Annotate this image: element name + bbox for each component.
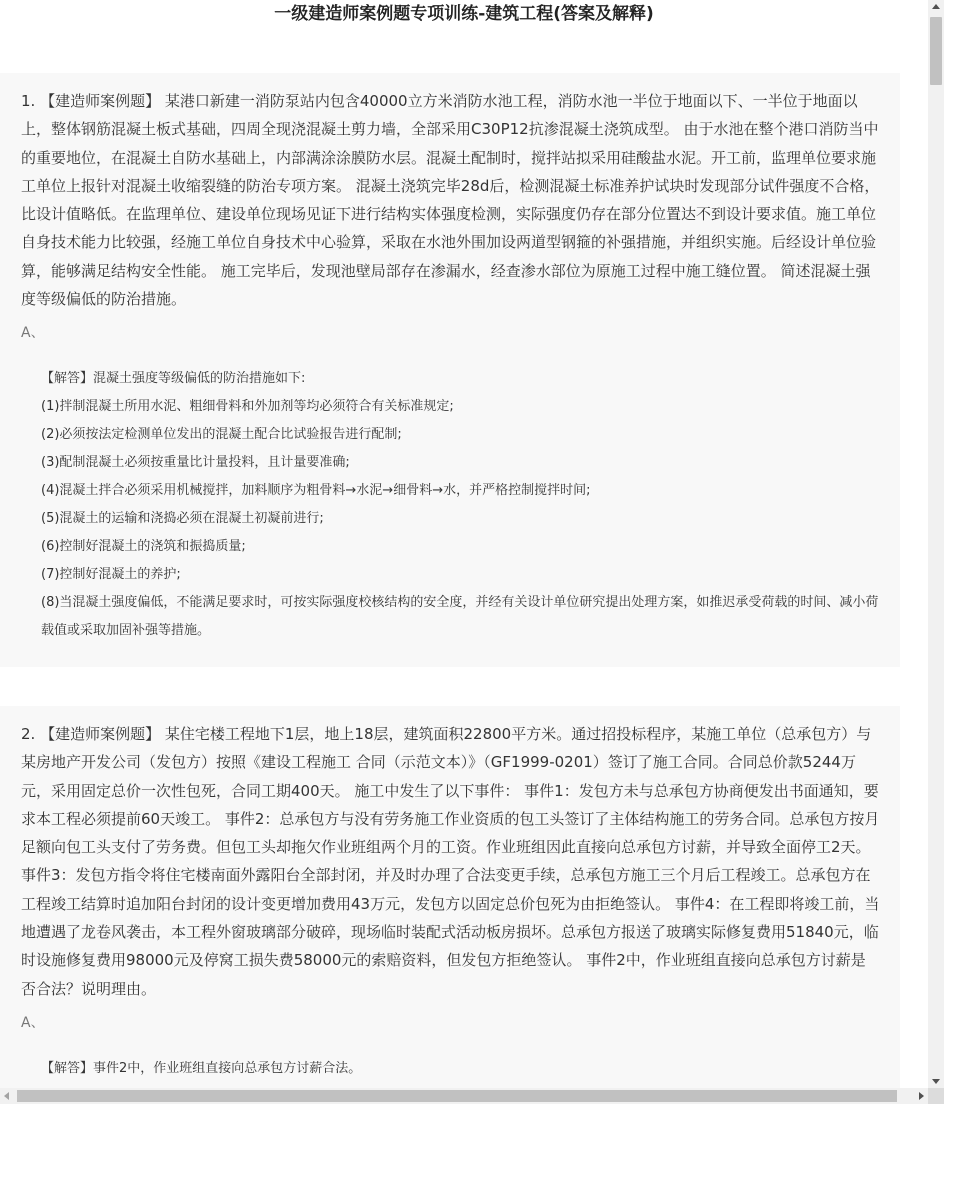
- question-text: [21, 87, 880, 313]
- answer-line: (7)控制好混凝土的养护;: [41, 567, 181, 583]
- question-text: [21, 720, 880, 1003]
- answer-heading: 【解答】混凝土强度等级偏低的防治措施如下:: [41, 371, 306, 387]
- question-number: 2.: [21, 725, 36, 743]
- question-body: 【建造师案例题】 某港口新建一消防泵站内包含40000立方米消防水池工程，消防水池一半位于地面以下、一半位于地面以上，整体钢筋混凝土板式基础，四周全现浇混凝土剪力墙，全部采用C30P12抗渗混凝土浇筑成型。 由于水池在整个港口消防当中的重要地位，在混凝土自防水基础上，内部满涂涂膜防水层。混凝土配制时，搅拌站拟采用硅酸盐水泥。开工前，监理单位要求施工单位上报针对混凝土收缩裂缝的防治专项方案。 混凝土浇筑完毕28d后，检测混凝土标准养护试块时发现部分试件强度不合格，比设计值略低。在监理单位、建设单位现场见证下进行结构实体强度检测，实际强度仍存在部分位置达不到设计要求值。施工单位自身技术能力比较强，经施工单位自身技术中心验算，采取在水池外围加设两道型钢箍的补强措施，并组织实施。后经设计单位验算，能够满足结构安全性能。 施工完毕后，发现池壁局部存在渗漏水，经查渗水部位为原施工过程中施工缝位置。 简述混凝土强度等级偏低的防治措施。: [21, 92, 880, 309]
- scrollbar-corner: [928, 1088, 944, 1104]
- answer-line: (5)混凝土的运输和浇捣必须在混凝土初凝前进行;: [41, 511, 324, 527]
- scroll-right-arrow-icon[interactable]: [919, 1092, 924, 1100]
- question-number: 1.: [21, 92, 36, 110]
- answer-line: (1)拌制混凝土所用水泥、粗细骨料和外加剂等均必须符合有关标准规定;: [41, 399, 454, 415]
- question-body: 【建造师案例题】 某住宅楼工程地下1层，地上18层，建筑面积22800平方米。通过招投标程序，某施工单位（总承包方）与某房地产开发公司（发包方）按照《建设工程施工 合同（示范文本）》（GF1999-0201）签订了施工合同。合同总价款5244万元，采用固定总价一次性包死，合同工期400天。 施工中发生了以下事件： 事件1：发包方未与总承包方协商便发出书面通知，要求本工程必须提前60天竣工。 事件2：总承包方与没有劳务施工作业资质的包工头签订了主体结构施工的劳务合同。总承包方按月足额向包工头支付了劳务费。但包工头却拖欠作业班组两个月的工资。作业班组因此直接向总承包方讨薪，并导致全面停工2天。 事件3：发包方指令将住宅楼南面外露阳台全部封闭，并及时办理了合法变更手续，总承包方施工三个月后工程竣工。总承包方在工程竣工结算时追加阳台封闭的设计变更增加费用43万元，发包方以固定总价包死为由拒绝签认。 事件4：在工程即将竣工前，当地遭遇了龙卷风袭击，本工程外窗玻璃部分破碎，现场临时装配式活动板房损坏。总承包方报送了玻璃实际修复费用51840元，临时设施修复费用98000元及停窝工损失费58000元的索赔资料，但发包方拒绝签认。 事件2中，作业班组直接向总承包方讨薪是否合法？说明理由。: [21, 725, 880, 998]
- answer-option: A、: [21, 1014, 45, 1031]
- scroll-down-arrow-icon[interactable]: [932, 1079, 940, 1084]
- horizontal-scrollbar[interactable]: [0, 1088, 928, 1104]
- answer-block: [21, 1055, 880, 1083]
- scroll-up-arrow-icon[interactable]: [932, 4, 940, 9]
- answer-block: [21, 365, 880, 645]
- answer-line: (2)必须按法定检测单位发出的混凝土配合比试验报告进行配制;: [41, 427, 402, 443]
- horizontal-scroll-thumb[interactable]: [17, 1090, 897, 1102]
- answer-heading: 【解答】事件2中，作业班组直接向总承包方讨薪合法。: [41, 1060, 362, 1076]
- vertical-scrollbar[interactable]: [928, 0, 944, 1088]
- question-card: [0, 706, 900, 1088]
- answer-line: (3)配制混凝土必须按重量比计量投料，且计量要准确;: [41, 455, 350, 471]
- scroll-left-arrow-icon[interactable]: [4, 1092, 9, 1100]
- answer-line: (8)当混凝土强度偏低，不能满足要求时，可按实际强度校核结构的安全度，并经有关设计单位研究提出处理方案，如推迟承受荷载的时间、减小荷载值或采取加固补强等措施。: [41, 595, 879, 639]
- page-title: 一级建造师案例题专项训练-建筑工程(答案及解释): [274, 4, 654, 24]
- question-card: [0, 73, 900, 667]
- answer-line: (6)控制好混凝土的浇筑和振捣质量;: [41, 539, 246, 555]
- answer-line: (4)混凝土拌合必须采用机械搅拌，加料顺序为粗骨料→水泥→细骨料→水，并严格控制搅拌时间;: [41, 483, 591, 499]
- vertical-scroll-thumb[interactable]: [930, 17, 942, 85]
- answer-option: A、: [21, 325, 45, 342]
